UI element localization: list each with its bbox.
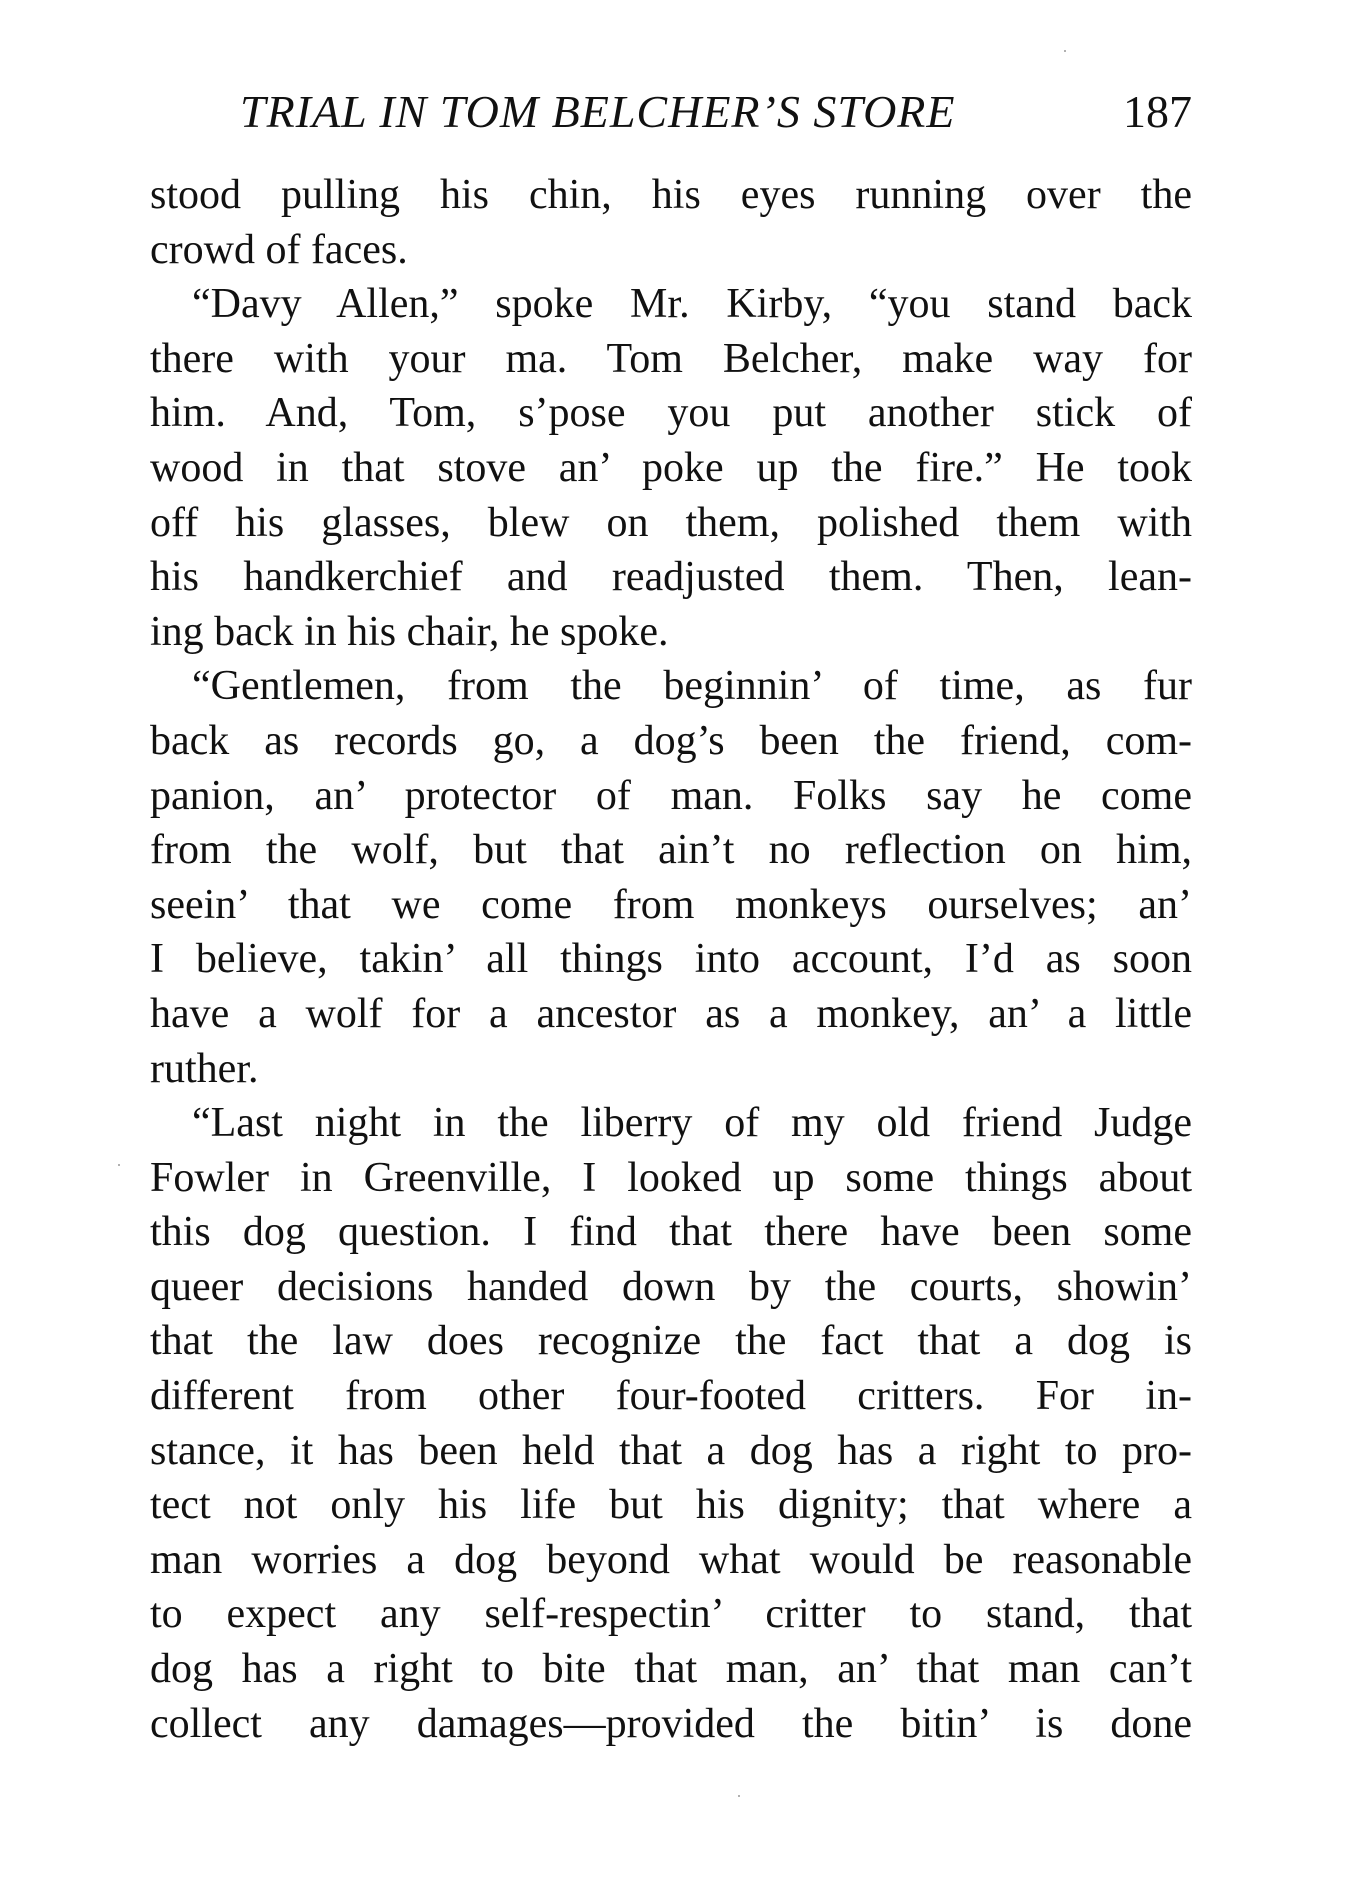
running-title: TRIAL IN TOM BELCHER’S STORE: [240, 86, 956, 137]
text-line: to expect any self-respectin’ critter to stand, that: [150, 1591, 1192, 1638]
text-line: tect not only his life but his dignity; that where a: [150, 1482, 1192, 1529]
text-line: “Gentlemen, from the beginnin’ of time, as fur: [192, 663, 1192, 710]
text-line: have a wolf for a ancestor as a monkey, an’ a little: [150, 990, 1192, 1037]
text-line: this dog question. I find that there have been some: [150, 1209, 1192, 1256]
text-line: “Last night in the liberry of my old friend Judge: [192, 1100, 1192, 1147]
text-line: ing back in his chair, he spoke.: [150, 608, 669, 655]
page-number: 187: [1123, 86, 1192, 137]
text-line: crowd of faces.: [150, 226, 408, 273]
text-line: man worries a dog beyond what would be reasonable: [150, 1536, 1192, 1583]
text-line: his handkerchief and readjusted them. Then, lean-: [150, 554, 1192, 601]
text-line: I believe, takin’ all things into account, I’d as soon: [150, 936, 1192, 983]
text-line: seein’ that we come from monkeys ourselves; an’: [150, 881, 1192, 928]
text-line: from the wolf, but that ain’t no reflection on him,: [150, 827, 1192, 874]
text-line: there with your ma. Tom Belcher, make way for: [150, 335, 1192, 382]
body-text: [150, 168, 1192, 1751]
text-line: queer decisions handed down by the courts, showin’: [150, 1263, 1192, 1310]
text-line: Fowler in Greenville, I looked up some things about: [150, 1154, 1192, 1201]
text-line: “Davy Allen,” spoke Mr. Kirby, “you stand back: [192, 281, 1192, 328]
paper-speck: [1064, 50, 1066, 52]
paper-speck: [118, 1164, 120, 1166]
text-line: wood in that stove an’ poke up the fire.” He took: [150, 444, 1192, 491]
text-line: off his glasses, blew on them, polished them with: [150, 499, 1192, 546]
text-line: him. And, Tom, s’pose you put another stick of: [150, 390, 1192, 437]
text-line: ruther.: [150, 1045, 259, 1092]
text-line: that the law does recognize the fact that a dog is: [150, 1318, 1192, 1365]
text-line: different from other four-footed critters. For in-: [150, 1373, 1192, 1420]
text-line: dog has a right to bite that man, an’ that man can’t: [150, 1646, 1192, 1693]
text-line: stood pulling his chin, his eyes running over the: [150, 172, 1192, 218]
paper-speck: [738, 1795, 740, 1797]
running-head: [240, 84, 1192, 140]
text-line: panion, an’ protector of man. Folks say he come: [150, 772, 1192, 819]
text-line: back as records go, a dog’s been the friend, com-: [150, 717, 1192, 764]
text-line: stance, it has been held that a dog has a right to pro-: [150, 1427, 1192, 1474]
text-line: collect any damages—provided the bitin’ is done: [150, 1700, 1192, 1747]
